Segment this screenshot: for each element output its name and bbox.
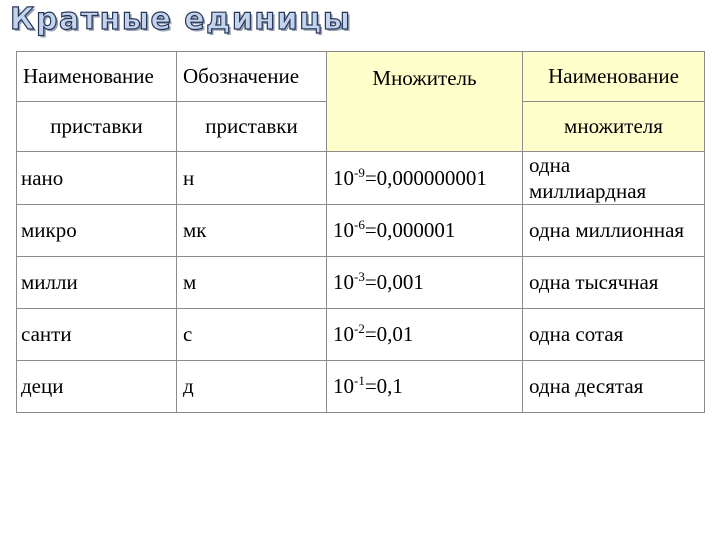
- multiplier-base: 10: [333, 374, 354, 398]
- prefix-cell: милли: [17, 257, 177, 309]
- prefix-table: [16, 51, 705, 413]
- header-prefix-name-line1: Наименование: [17, 52, 177, 102]
- table-row: [17, 205, 705, 257]
- prefix-cell: нано: [17, 152, 177, 205]
- table-row: [17, 309, 705, 361]
- header-multiplier-name-line2: множителя: [523, 102, 705, 152]
- header-prefix-symbol-line1: Обозначение: [177, 52, 327, 102]
- multiplier-cell: [327, 152, 523, 205]
- multiplier-cell: [327, 257, 523, 309]
- multiplier-cell: [327, 361, 523, 413]
- multiplier-name-line1: одна: [529, 153, 571, 177]
- header-multiplier: Множитель: [327, 52, 523, 152]
- multiplier-name-cell: одна десятая: [523, 361, 705, 413]
- header-prefix-name-line2: приставки: [17, 102, 177, 152]
- symbol-cell: д: [177, 361, 327, 413]
- symbol-cell: м: [177, 257, 327, 309]
- symbol-cell: с: [177, 309, 327, 361]
- multiplier-exponent: -2: [354, 321, 365, 336]
- multiplier-base: 10: [333, 270, 354, 294]
- multiplier-value: =0,000001: [364, 218, 456, 242]
- multiplier-name-cell: одна тысячная: [523, 257, 705, 309]
- multiplier-value: =0,000000001: [364, 165, 487, 190]
- multiplier-exponent: -1: [354, 373, 365, 388]
- prefix-cell: микро: [17, 205, 177, 257]
- multiplier-exponent: -9: [354, 164, 365, 180]
- page-title: Кратные единицы: [10, 2, 352, 37]
- symbol-cell: мк: [177, 205, 327, 257]
- multiplier-name-cell: одна сотая: [523, 309, 705, 361]
- prefix-cell: деци: [17, 361, 177, 413]
- multiplier-value: =0,01: [364, 322, 414, 346]
- multiplier-base: 10: [333, 165, 354, 190]
- header-prefix-symbol-line2: приставки: [177, 102, 327, 152]
- multiplier-value: =0,001: [364, 270, 424, 294]
- symbol-cell: н: [177, 152, 327, 205]
- multiplier-name-cell: одна миллионная: [523, 205, 705, 257]
- table-row: [17, 257, 705, 309]
- prefix-cell: санти: [17, 309, 177, 361]
- multiplier-name-line2: миллиардная: [529, 179, 647, 203]
- multiplier-cell: [327, 309, 523, 361]
- multiplier-exponent: -3: [354, 269, 365, 284]
- multiplier-exponent: -6: [354, 217, 365, 232]
- multiplier-value: =0,1: [364, 374, 403, 398]
- table-row: [17, 152, 705, 205]
- multiplier-name-cell: [523, 152, 705, 205]
- multiplier-base: 10: [333, 218, 354, 242]
- header-multiplier-name-line1: Наименование: [523, 52, 705, 102]
- multiplier-base: 10: [333, 322, 354, 346]
- multiplier-cell: [327, 205, 523, 257]
- table-row: [17, 361, 705, 413]
